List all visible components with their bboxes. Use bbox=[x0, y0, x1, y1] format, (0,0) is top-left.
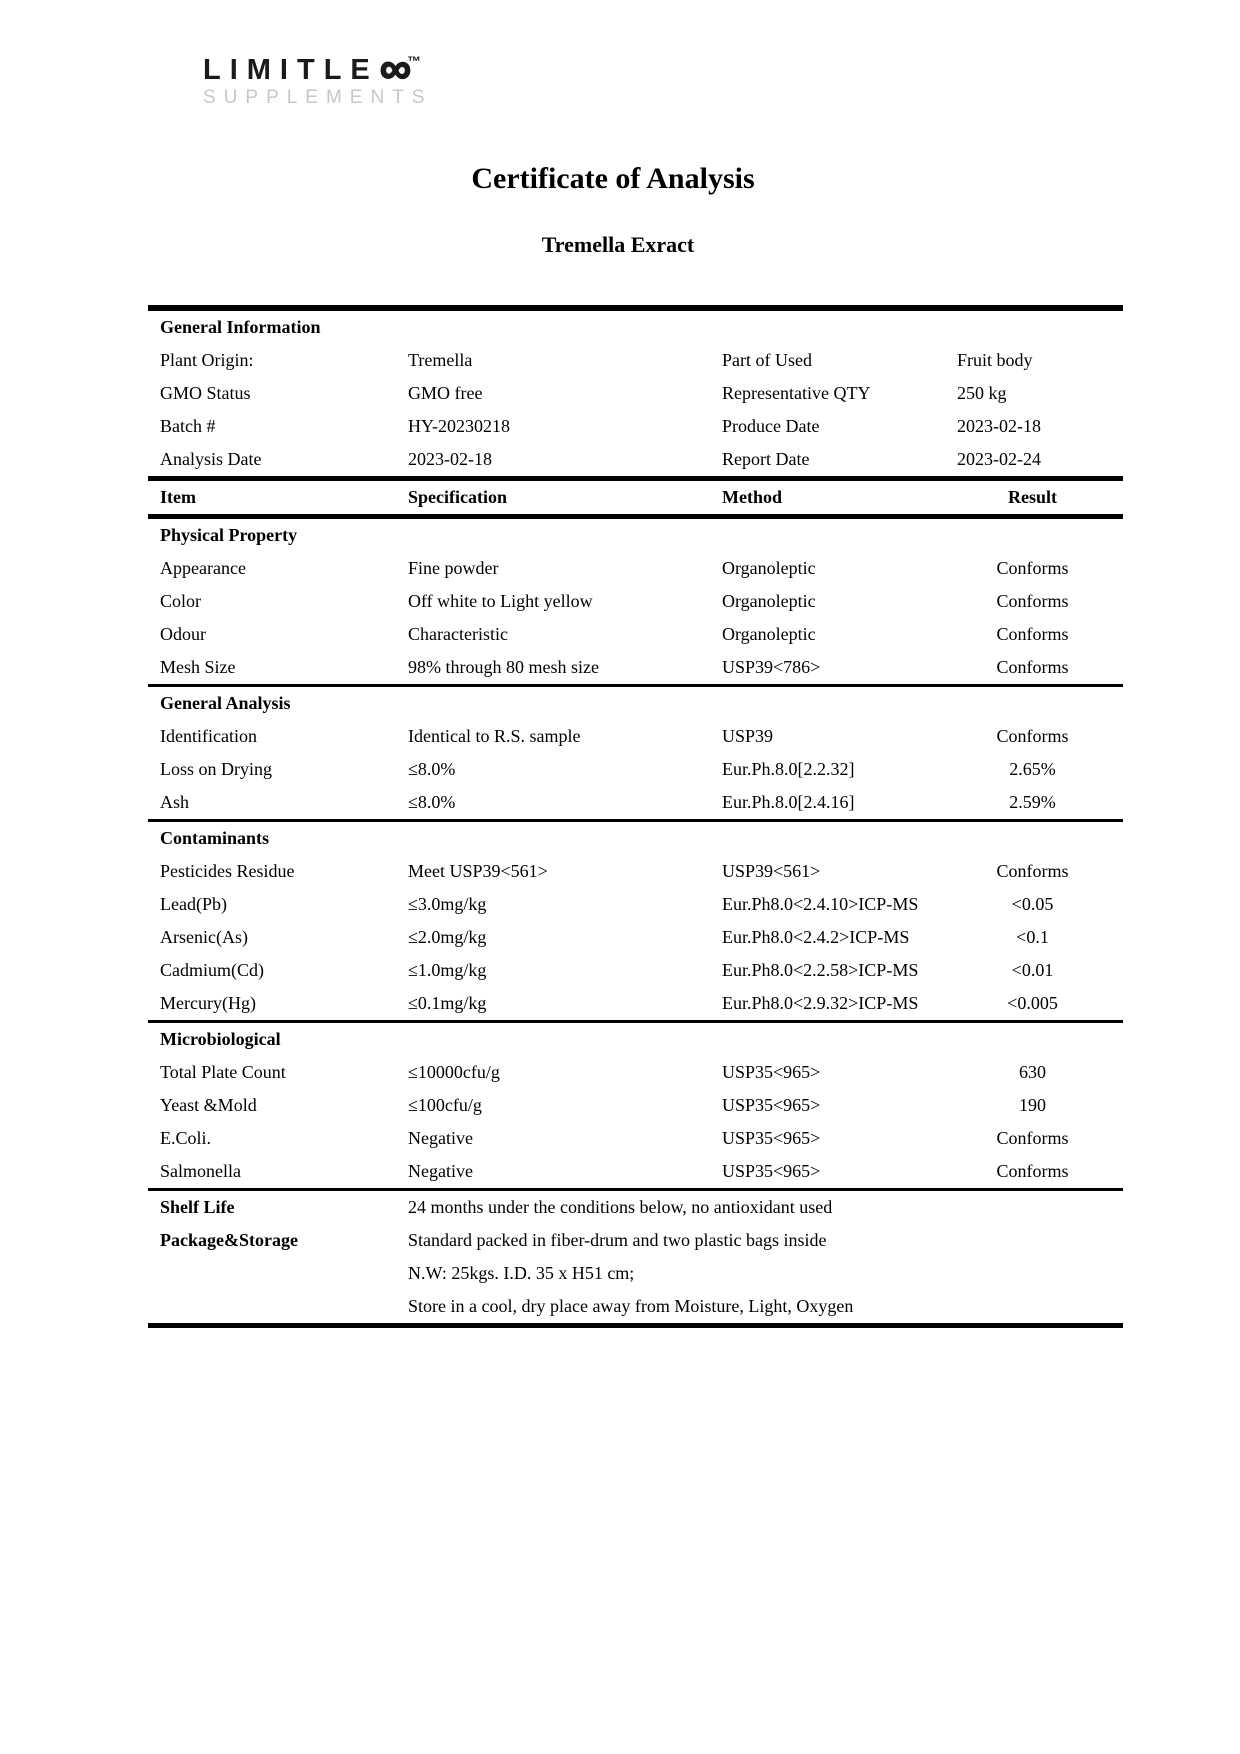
info-label: Produce Date bbox=[722, 416, 820, 436]
column-header-item: Item bbox=[160, 487, 196, 507]
spec-cell: 98% through 80 mesh size bbox=[408, 657, 599, 677]
footer-value: Store in a cool, dry place away from Moisture, Light, Oxygen bbox=[408, 1296, 854, 1316]
section-heading: Physical Property bbox=[160, 525, 298, 545]
item-cell: Yeast &Mold bbox=[160, 1095, 257, 1115]
item-cell: Color bbox=[160, 591, 202, 611]
result-cell: Conforms bbox=[996, 1161, 1069, 1181]
table-row bbox=[148, 1056, 1123, 1089]
section-heading: Microbiological bbox=[160, 1029, 281, 1049]
item-cell: Mesh Size bbox=[160, 657, 236, 677]
item-cell: Identification bbox=[160, 726, 257, 746]
result-cell: 630 bbox=[1019, 1062, 1046, 1082]
method-cell: Eur.Ph8.0<2.4.2>ICP-MS bbox=[722, 927, 910, 947]
brand-logo bbox=[203, 44, 433, 108]
result-cell: Conforms bbox=[996, 624, 1069, 644]
method-cell: USP39 bbox=[722, 726, 774, 746]
item-cell: Pesticides Residue bbox=[160, 861, 295, 881]
footer-row bbox=[148, 1257, 1123, 1290]
info-label: GMO Status bbox=[160, 383, 251, 403]
item-cell: Loss on Drying bbox=[160, 759, 272, 779]
info-value: Fruit body bbox=[957, 350, 1033, 370]
footer-value: N.W: 25kgs. I.D. 35 x H51 cm; bbox=[408, 1263, 635, 1283]
result-cell: <0.005 bbox=[1007, 993, 1058, 1013]
result-cell: Conforms bbox=[996, 657, 1069, 677]
table-header-row bbox=[148, 481, 1123, 514]
coa-table bbox=[148, 305, 1123, 1328]
column-header-method: Method bbox=[722, 487, 782, 507]
spec-cell: Negative bbox=[408, 1128, 473, 1148]
spec-cell: Meet USP39<561> bbox=[408, 861, 548, 881]
method-cell: Organoleptic bbox=[722, 624, 816, 644]
spec-cell: Off white to Light yellow bbox=[408, 591, 593, 611]
method-cell: Eur.Ph.8.0[2.2.32] bbox=[722, 759, 855, 779]
method-cell: USP39<561> bbox=[722, 861, 821, 881]
result-cell: Conforms bbox=[996, 558, 1069, 578]
footer-label: Package&Storage bbox=[160, 1230, 298, 1250]
info-value: GMO free bbox=[408, 383, 483, 403]
method-cell: Eur.Ph8.0<2.9.32>ICP-MS bbox=[722, 993, 919, 1013]
result-cell: Conforms bbox=[996, 726, 1069, 746]
info-label: Representative QTY bbox=[722, 383, 871, 403]
item-cell: Arsenic(As) bbox=[160, 927, 248, 947]
table-row bbox=[148, 1122, 1123, 1155]
footer-label: Shelf Life bbox=[160, 1197, 235, 1217]
result-cell: Conforms bbox=[996, 1128, 1069, 1148]
table-row bbox=[148, 552, 1123, 585]
table-row bbox=[148, 786, 1123, 819]
table-bottom-border bbox=[148, 1323, 1123, 1328]
general-info-row bbox=[148, 344, 1123, 377]
info-label: Analysis Date bbox=[160, 449, 262, 469]
item-cell: Mercury(Hg) bbox=[160, 993, 256, 1013]
table-row bbox=[148, 1155, 1123, 1188]
spec-cell: ≤100cfu/g bbox=[408, 1095, 482, 1115]
item-cell: Appearance bbox=[160, 558, 246, 578]
spec-cell: ≤8.0% bbox=[408, 759, 456, 779]
info-value: 250 kg bbox=[957, 383, 1007, 403]
result-cell: <0.01 bbox=[1011, 960, 1054, 980]
item-cell: Total Plate Count bbox=[160, 1062, 286, 1082]
info-label: Part of Used bbox=[722, 350, 812, 370]
spec-cell: ≤1.0mg/kg bbox=[408, 960, 487, 980]
info-value: 2023-02-18 bbox=[957, 416, 1041, 436]
method-cell: USP35<965> bbox=[722, 1161, 821, 1181]
section-heading: General Analysis bbox=[160, 693, 291, 713]
method-cell: USP35<965> bbox=[722, 1095, 821, 1115]
logo-brand-text: LIMITLE bbox=[203, 54, 379, 86]
info-label: Plant Origin: bbox=[160, 350, 254, 370]
method-cell: USP35<965> bbox=[722, 1128, 821, 1148]
method-cell: USP39<786> bbox=[722, 657, 821, 677]
table-row bbox=[148, 651, 1123, 684]
item-cell: Odour bbox=[160, 624, 206, 644]
spec-cell: Fine powder bbox=[408, 558, 499, 578]
section-heading: Contaminants bbox=[160, 828, 270, 848]
method-cell: Eur.Ph8.0<2.4.10>ICP-MS bbox=[722, 894, 919, 914]
info-value: 2023-02-18 bbox=[408, 449, 492, 469]
info-value: Tremella bbox=[408, 350, 473, 370]
spec-cell: Characteristic bbox=[408, 624, 508, 644]
footer-rows bbox=[148, 1191, 1123, 1323]
table-body bbox=[148, 519, 1123, 1188]
result-cell: Conforms bbox=[996, 861, 1069, 881]
item-cell: Cadmium(Cd) bbox=[160, 960, 264, 980]
table-row bbox=[148, 954, 1123, 987]
table-row bbox=[148, 720, 1123, 753]
result-cell: <0.05 bbox=[1011, 894, 1054, 914]
spec-cell: Identical to R.S. sample bbox=[408, 726, 581, 746]
table-row bbox=[148, 753, 1123, 786]
product-name: Tremella Exract bbox=[541, 232, 695, 257]
item-cell: E.Coli. bbox=[160, 1128, 212, 1148]
method-cell: Eur.Ph8.0<2.2.58>ICP-MS bbox=[722, 960, 919, 980]
spec-cell: ≤0.1mg/kg bbox=[408, 993, 487, 1013]
general-info-row bbox=[148, 377, 1123, 410]
info-label: Report Date bbox=[722, 449, 810, 469]
spec-cell: ≤8.0% bbox=[408, 792, 456, 812]
infinity-icon: ∞ bbox=[379, 44, 412, 93]
method-cell: Organoleptic bbox=[722, 558, 816, 578]
result-cell: <0.1 bbox=[1016, 927, 1049, 947]
column-header-specification: Specification bbox=[408, 487, 507, 507]
result-cell: 2.59% bbox=[1009, 792, 1056, 812]
table-row bbox=[148, 855, 1123, 888]
result-cell: 190 bbox=[1019, 1095, 1046, 1115]
spec-cell: ≤10000cfu/g bbox=[408, 1062, 500, 1082]
table-row bbox=[148, 888, 1123, 921]
item-cell: Ash bbox=[160, 792, 190, 812]
footer-value: 24 months under the conditions below, no antioxidant used bbox=[408, 1197, 833, 1217]
general-info-heading: General Information bbox=[160, 317, 321, 337]
result-cell: 2.65% bbox=[1009, 759, 1056, 779]
table-row bbox=[148, 585, 1123, 618]
logo-subtext: SUPPLEMENTS bbox=[203, 87, 433, 108]
info-value: 2023-02-24 bbox=[957, 449, 1041, 469]
method-cell: Eur.Ph.8.0[2.4.16] bbox=[722, 792, 855, 812]
footer-row bbox=[148, 1191, 1123, 1224]
result-cell: Conforms bbox=[996, 591, 1069, 611]
logo-wordmark bbox=[203, 44, 432, 93]
document-title: Certificate of Analysis bbox=[471, 162, 755, 195]
trademark-symbol: ™ bbox=[407, 53, 422, 69]
item-cell: Salmonella bbox=[160, 1161, 241, 1181]
footer-row bbox=[148, 1224, 1123, 1257]
column-header-result: Result bbox=[1008, 487, 1057, 507]
spec-cell: ≤2.0mg/kg bbox=[408, 927, 487, 947]
table-row bbox=[148, 921, 1123, 954]
spec-cell: Negative bbox=[408, 1161, 473, 1181]
general-info-row bbox=[148, 410, 1123, 443]
spec-cell: ≤3.0mg/kg bbox=[408, 894, 487, 914]
table-row bbox=[148, 618, 1123, 651]
table-row bbox=[148, 987, 1123, 1020]
footer-value: Standard packed in fiber-drum and two plastic bags inside bbox=[408, 1230, 827, 1250]
method-cell: USP35<965> bbox=[722, 1062, 821, 1082]
general-info-rows bbox=[148, 344, 1123, 476]
info-label: Batch # bbox=[160, 416, 216, 436]
item-cell: Lead(Pb) bbox=[160, 894, 227, 914]
method-cell: Organoleptic bbox=[722, 591, 816, 611]
info-value: HY-20230218 bbox=[408, 416, 510, 436]
table-row bbox=[148, 1089, 1123, 1122]
footer-row bbox=[148, 1290, 1123, 1323]
general-info-row bbox=[148, 443, 1123, 476]
